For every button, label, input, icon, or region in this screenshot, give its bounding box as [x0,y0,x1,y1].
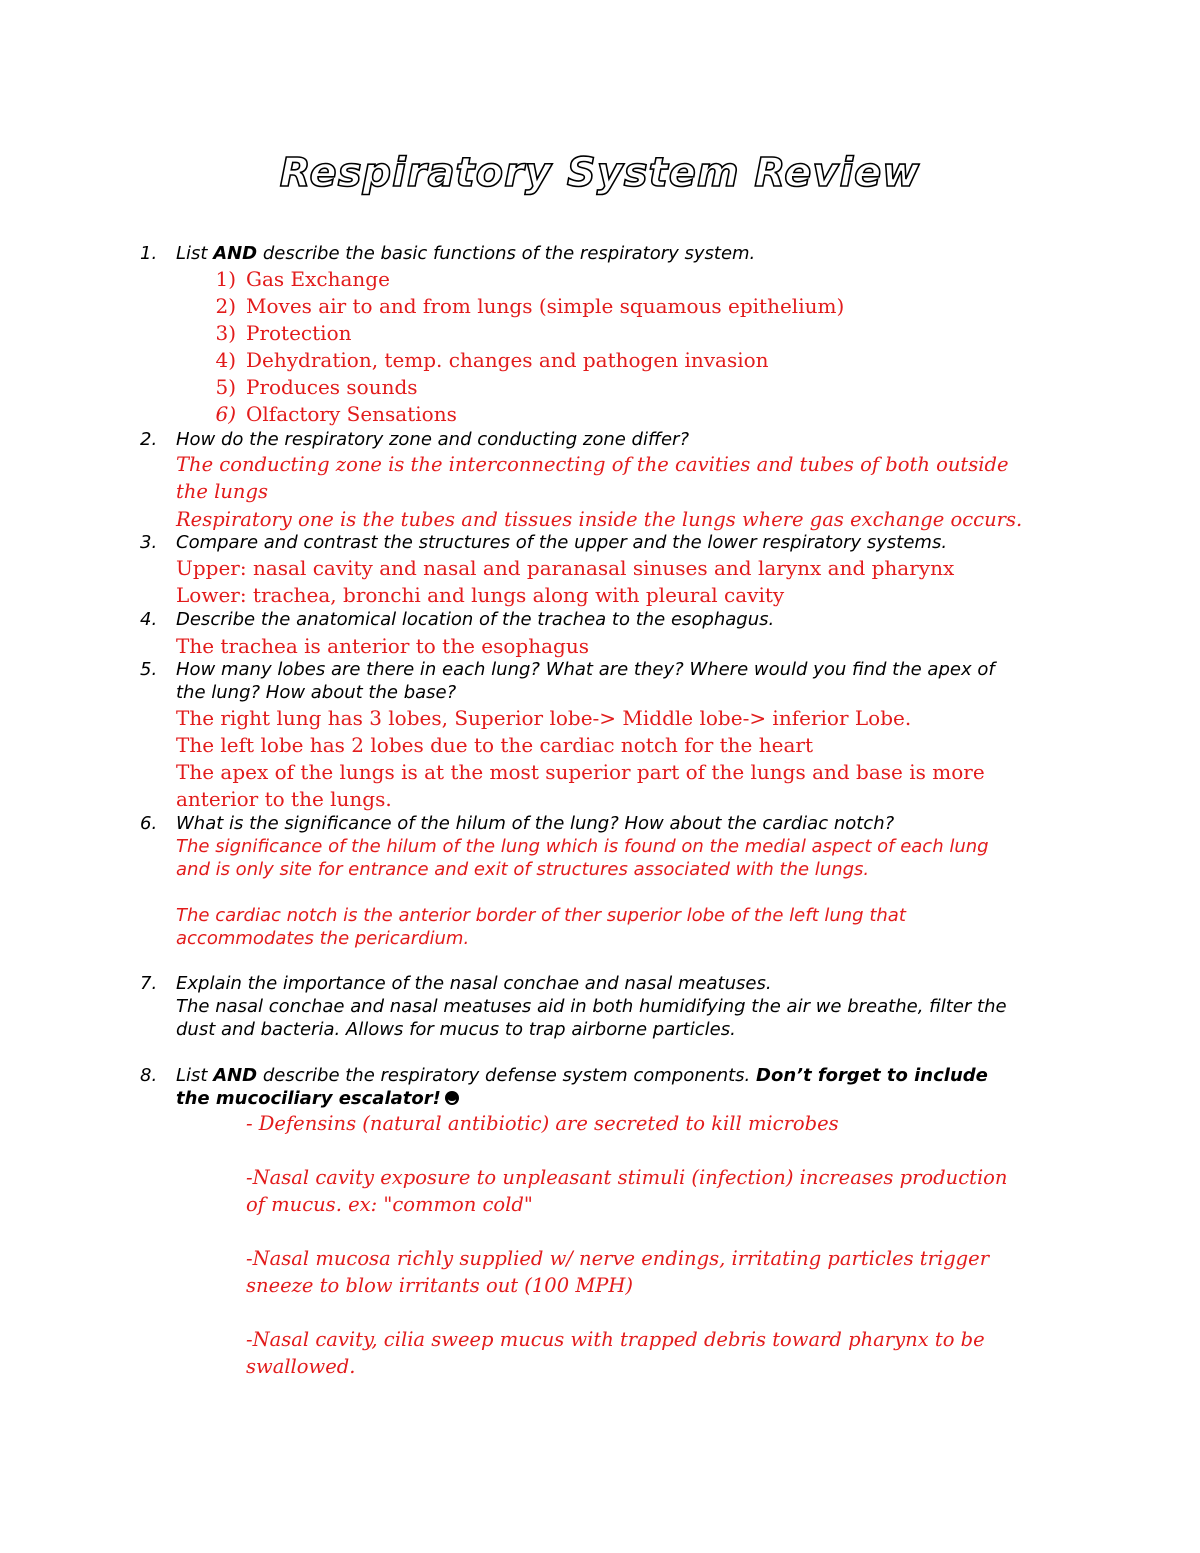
question-text: List AND describe the respiratory defense system components. Don’t forget to include the mucociliary escalator! [176,1065,988,1109]
answer-8-text: -Nasal mucosa richly supplied w/ nerve endings, irritating particles trigger sneeze to blow irritants out (100 MPH) [246,1247,990,1297]
answer-1-item: 2) Moves air to and from lungs (simple squamous epithelium) [215,294,845,318]
question-number: 5. [140,659,158,680]
question-number: 8. [140,1065,158,1086]
question-text: What is the significance of the hilum of the lung? How about the cardiac notch? [176,813,895,834]
question-number: 6. [140,813,158,834]
answer-5-text: The right lung has 3 lobes, Superior lobe-> Middle lobe-> inferior Lobe. [176,706,912,730]
answer-1-item: 5) Produces sounds [215,375,418,399]
answer-6-text: The significance of the hilum of the lung which is found on the medial aspect of each lung and is only site for entrance and exit of structures associated with the lungs. [176,836,989,880]
answer-5-text: The apex of the lungs is at the most superior part of the lungs and base is more anterior to the lungs. [176,760,985,811]
question-text: How do the respiratory zone and conducting zone differ? [176,429,689,450]
smiley-icon [445,1091,459,1105]
question-text: How many lobes are there in each lung? What are they? Where would you find the apex of the lung? How about the base? [176,659,995,703]
answer-4-text: The trachea is anterior to the esophagus [176,634,589,658]
answer-2-text: Respiratory one is the tubes and tissues inside the lungs where gas exchange occurs. [176,508,1023,531]
answer-8-text: - Defensins (natural antibiotic) are secreted to kill microbes [246,1112,839,1135]
answer-3-text: Upper: nasal cavity and nasal and paranasal sinuses and larynx and pharynx [176,556,955,580]
question-text: Explain the importance of the nasal conchae and nasal meatuses. [176,973,772,994]
answer-1-item: 4) Dehydration, temp. changes and pathogen invasion [215,348,769,372]
question-number: 3. [140,532,158,553]
answer-1-item: 6) Olfactory Sensations [215,402,457,426]
answer-5-text: The left lobe has 2 lobes due to the cardiac notch for the heart [176,733,813,757]
answer-1-item: 3) Protection [215,321,352,345]
answer-6-text: The cardiac notch is the anterior border of ther superior lobe of the left lung that accommodates the pericardium. [176,905,906,949]
question-number: 4. [140,609,158,630]
question-number: 2. [140,429,158,450]
answer-3-text: Lower: trachea, bronchi and lungs along with pleural cavity [176,583,785,607]
answer-2-text: The conducting zone is the interconnecting of the cavities and tubes of both outside the lungs [176,453,1009,503]
question-number: 1. [140,243,158,264]
question-text: Describe the anatomical location of the trachea to the esophagus. [176,609,775,630]
answer-1-item: 1) Gas Exchange [215,267,390,291]
answer-7-text: The nasal conchae and nasal meatuses aid in both humidifying the air we breathe, filter the dust and bacteria. Allows for mucus to trap airborne particles. [176,996,1007,1040]
answer-8-text: -Nasal cavity, cilia sweep mucus with trapped debris toward pharynx to be swallowed. [246,1328,985,1378]
question-text: Compare and contrast the structures of the upper and the lower respiratory systems. [176,532,948,553]
question-number: 7. [140,973,158,994]
answer-8-text: -Nasal cavity exposure to unpleasant stimuli (infection) increases production of mucus. ex: "common cold" [246,1166,1008,1216]
question-text: List AND describe the basic functions of the respiratory system. [176,243,756,264]
page-title: Respiratory System Review [279,150,921,196]
